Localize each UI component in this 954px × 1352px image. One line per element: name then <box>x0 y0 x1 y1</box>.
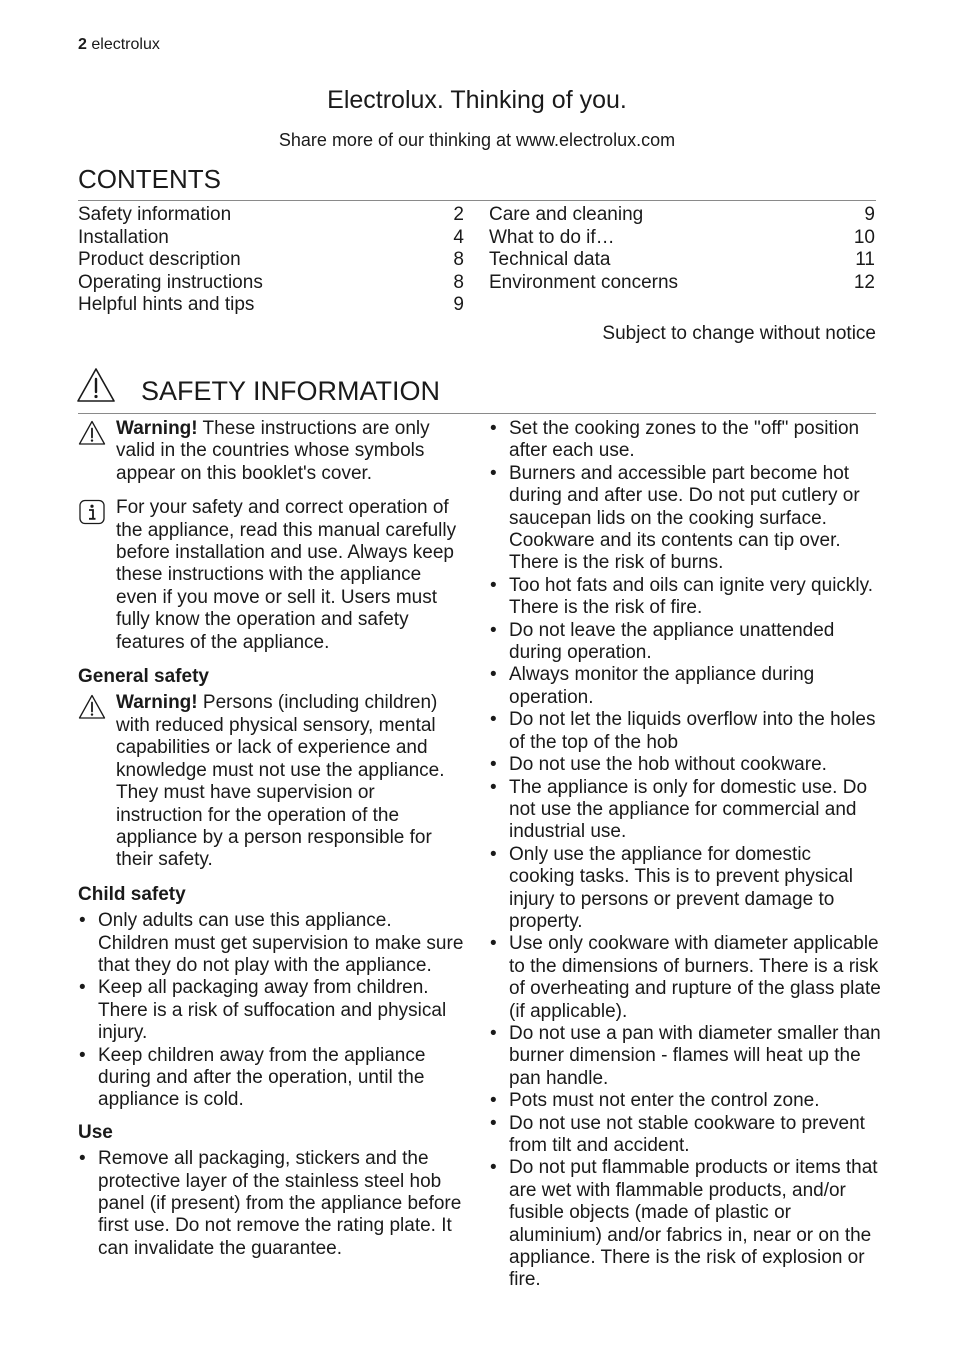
toc-entry-label: Care and cleaning <box>489 204 644 225</box>
toc-entry[interactable] <box>78 227 464 250</box>
toc-entry[interactable] <box>78 204 464 227</box>
toc-entry-label: Installation <box>78 226 169 248</box>
toc-entry-page: 4 <box>453 226 464 248</box>
list-item: • Do not leave the appliance unattended during operation. <box>489 620 881 665</box>
child-safety-list <box>78 910 464 1112</box>
list-item: • Do not use a pan with diameter smaller than burner dimension - flames will heat up the pan handle. <box>489 1023 881 1090</box>
warning-triangle-icon <box>76 367 116 403</box>
toc-entry[interactable] <box>489 272 875 295</box>
list-item: • Burners and accessible part become hot during and after use. Do not put cutlery or saucepan lids on the cooking surface. Cookware and its contents can tip over. There is the risk of burns. <box>489 463 881 575</box>
toc-entry-label: Environment concerns <box>489 271 679 293</box>
toc-entry[interactable] <box>78 294 464 317</box>
toc-entry[interactable] <box>489 249 875 272</box>
list-item: • Keep children away from the appliance during and after the operation, until the appliance is cold. <box>78 1045 464 1112</box>
safety-left-column <box>78 418 464 1270</box>
info-icon <box>78 499 106 525</box>
info-text: For your safety and correct operation of the appliance, read this manual carefully before installation and use. Always keep these instructions with the appliance even if you move or sell it. Users must fully know the operation and safety features of the appliance. <box>116 497 457 653</box>
warning-note <box>78 418 464 485</box>
use-heading: Use <box>78 1121 113 1143</box>
list-item: • Too hot fats and oils can ignite very quickly. There is the risk of fire. <box>489 575 881 620</box>
general-safety-heading: General safety <box>78 666 209 688</box>
toc-entry-label: Product description <box>78 249 241 271</box>
toc-entry-label: What to do if… <box>489 226 615 248</box>
list-item: • Always monitor the appliance during operation. <box>489 664 881 709</box>
toc-entry[interactable] <box>489 204 875 227</box>
toc-entry-page: 10 <box>853 226 875 248</box>
warning-label: Warning! <box>116 692 198 714</box>
list-item: • Use only cookware with diameter applicable to the dimensions of burners. There is a risk of overheating and rupture of the glass plate (if applicable). <box>489 933 881 1023</box>
warning-icon <box>78 694 106 720</box>
list-item: • Only use the appliance for domestic cooking tasks. This is to prevent physical injury to persons or prevent damage to property. <box>489 844 881 934</box>
page-number: 2 <box>78 36 87 53</box>
brand-name: electrolux <box>91 36 160 53</box>
safety-title: SAFETY INFORMATION <box>141 376 441 406</box>
list-item: • Do not let the liquids overflow into the holes of the top of the hob <box>489 709 881 754</box>
warning-label: Warning! <box>116 418 198 439</box>
warning-text: Persons (including children) with reduced physical sensory, mental capabilities or lack of experience and knowledge must not use the appliance. They must have supervision or instruction for the operation of the appliance by a person responsible for their safety. <box>116 692 445 871</box>
toc-entry-page: 8 <box>453 271 464 293</box>
change-notice: Subject to change without notice <box>602 323 876 344</box>
toc-right-column <box>489 204 875 294</box>
contents-divider <box>78 200 876 201</box>
list-item: • Do not use not stable cookware to prevent from tilt and accident. <box>489 1113 881 1158</box>
toc-left-column <box>78 204 464 317</box>
warning-icon <box>78 420 106 446</box>
toc-entry-label: Helpful hints and tips <box>78 294 255 316</box>
list-item: • Do not use the hob without cookware. <box>489 754 881 776</box>
warning-text: These instructions are only valid in the countries whose symbols appear on this booklet's cover. <box>116 418 430 484</box>
toc-entry[interactable] <box>78 272 464 295</box>
contents-title: CONTENTS <box>78 164 221 194</box>
list-item: • Only adults can use this appliance. Children must get supervision to make sure that they do not play with the appliance. <box>78 910 464 977</box>
safety-right-column <box>489 418 881 1302</box>
toc-entry-page: 2 <box>453 204 464 225</box>
toc-entry-label: Technical data <box>489 249 611 271</box>
toc-entry-page: 9 <box>453 294 464 316</box>
warning-note <box>78 692 464 871</box>
use-list-continued <box>489 418 881 1292</box>
child-safety-heading: Child safety <box>78 883 186 905</box>
toc-entry-page: 11 <box>855 249 875 271</box>
tagline: Electrolux. Thinking of you. <box>327 86 627 114</box>
page-header <box>78 36 160 54</box>
list-item: • The appliance is only for domestic use. Do not use the appliance for commercial and industrial use. <box>489 777 881 844</box>
list-item: • Keep all packaging away from children. There is a risk of suffocation and physical injury. <box>78 977 464 1044</box>
list-item: • Pots must not enter the control zone. <box>489 1090 881 1112</box>
toc-entry-label: Operating instructions <box>78 271 263 293</box>
list-item: • Remove all packaging, stickers and the protective layer of the stainless steel hob panel (if present) from the appliance before first use. Do not remove the rating plate. It can invalidate the guarantee. <box>78 1148 464 1260</box>
list-item: • Do not put flammable products or items that are wet with flammable products, and/or fusible objects (made of plastic or aluminium) and/or fabrics in, near or on the appliance. There is the risk of explosion or fire. <box>489 1157 881 1291</box>
toc-entry-page: 12 <box>853 271 875 293</box>
toc-entry-label: Safety information <box>78 204 232 225</box>
info-note <box>78 497 464 654</box>
list-item: • Set the cooking zones to the "off" position after each use. <box>489 418 881 463</box>
share-line: Share more of our thinking at www.electrolux.com <box>278 130 676 150</box>
safety-divider <box>78 413 876 414</box>
toc-entry-page: 8 <box>453 249 464 271</box>
toc-entry[interactable] <box>489 227 875 250</box>
toc-entry[interactable] <box>78 249 464 272</box>
toc-entry-page: 9 <box>864 204 875 225</box>
use-list <box>78 1148 464 1260</box>
